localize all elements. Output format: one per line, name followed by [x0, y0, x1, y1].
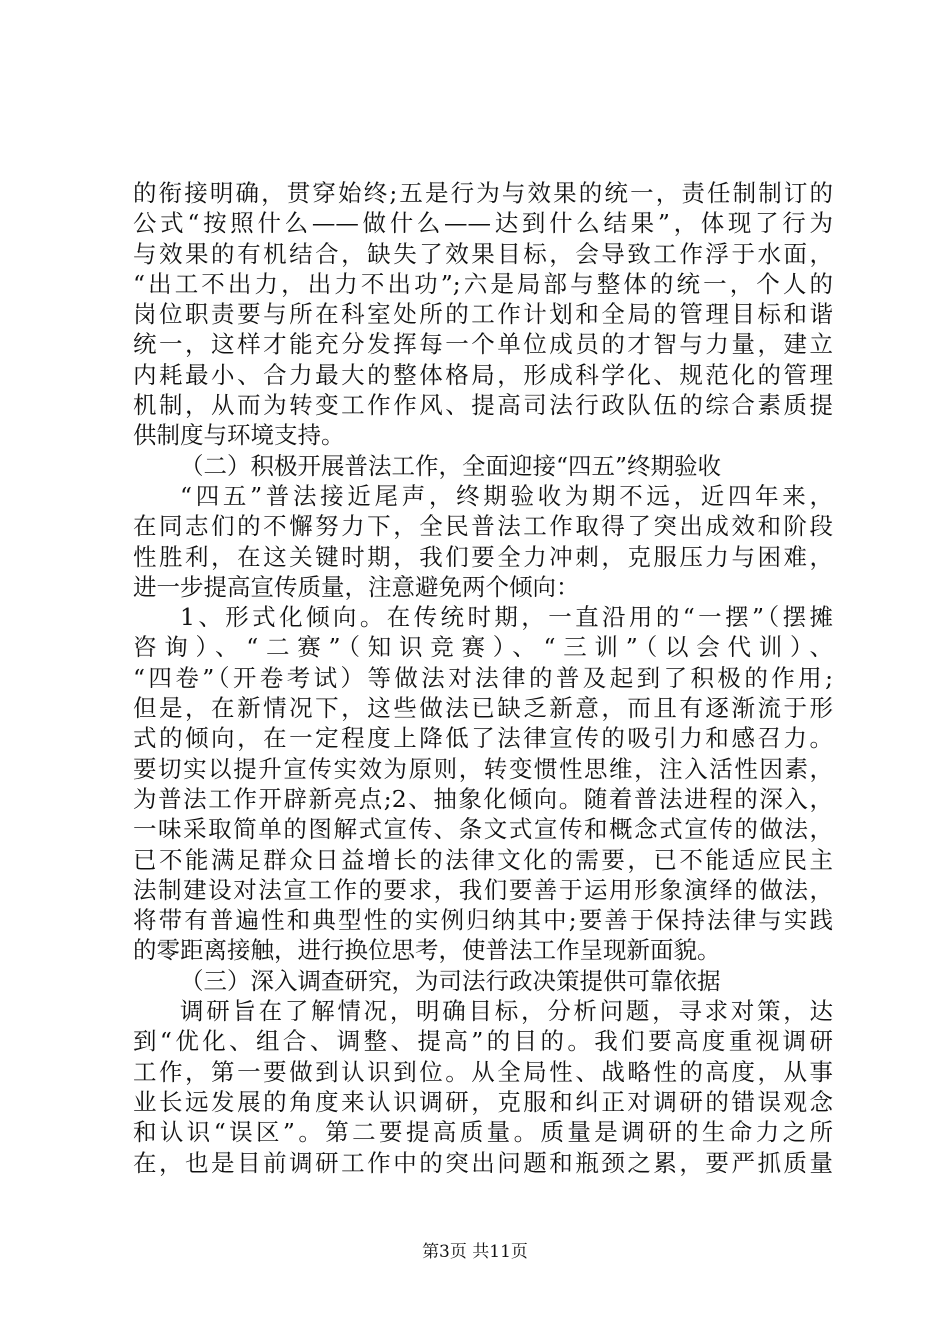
text-line: 工作，第一要做到认识到位。从全局性、战略性的高度，从事 [133, 1057, 833, 1086]
text-line: 已不能满足群众日益增长的法律文化的需要，已不能适应民主 [133, 845, 833, 874]
text-line: “四卷”（开卷考试）等做法对法律的普及起到了积极的作用; [133, 663, 833, 692]
text-line: 与效果的有机结合，缺失了效果目标，会导致工作浮于水面， [133, 239, 833, 268]
text-line: 性胜利，在这关键时期，我们要全力冲刺，克服压力与困难， [133, 542, 833, 571]
text-line: 咨询）、“二赛”（知识竞赛）、“三训”（以会代训）、 [133, 633, 833, 662]
text-line: 机制，从而为转变工作作风、提高司法行政队伍的综合素质提 [133, 391, 833, 420]
text-line: 的衔接明确，贯穿始终;五是行为与效果的统一，责任制制订的 [133, 179, 833, 207]
text-line: 但是，在新情况下，这些做法已缺乏新意，而且有逐渐流于形 [133, 694, 833, 723]
text-line: 在同志们的不懈努力下，全民普法工作取得了突出成效和阶段 [133, 512, 833, 541]
text-line: 的零距离接触，进行换位思考，使普法工作呈现新面貌。 [133, 936, 721, 965]
text-line: 内耗最小、合力最大的整体格局，形成科学化、规范化的管理 [133, 360, 833, 389]
text-line: “四五”普法接近尾声，终期验收为期不远，近四年来， [180, 481, 833, 510]
text-line: 进一步提高宣传质量，注意避免两个倾向： [133, 572, 580, 601]
text-line: 岗位职责要与所在科室处所的工作计划和全局的管理目标和谐 [133, 300, 833, 329]
section-heading: （二）积极开展普法工作，全面迎接“四五”终期验收 [180, 451, 722, 480]
text-line: 将带有普遍性和典型性的实例归纳其中;要善于保持法律与实践 [133, 906, 833, 935]
text-line: “出工不出力，出力不出功”;六是局部与整体的统一，个人的 [133, 269, 833, 298]
text-line: 1、形式化倾向。在传统时期，一直沿用的“一摆”（摆摊 [180, 603, 833, 632]
text-line: 到“优化、组合、调整、提高”的目的。我们要高度重视调研 [133, 1027, 833, 1056]
text-line: 为普法工作开辟新亮点;2、抽象化倾向。随着普法进程的深入， [133, 784, 833, 813]
text-line: 一味采取简单的图解式宣传、条文式宣传和概念式宣传的做法， [133, 815, 833, 844]
text-line: 要切实以提升宣传实效为原则，转变惯性思维，注入活性因素， [133, 754, 833, 783]
text-line: 和认识“误区”。第二要提高质量。质量是调研的生命力之所 [133, 1118, 833, 1147]
text-line: 在，也是目前调研工作中的突出问题和瓶颈之累，要严抓质量 [133, 1148, 833, 1177]
text-line: 统一，这样才能充分发挥每一个单位成员的才智与力量，建立 [133, 330, 833, 359]
text-line: 公式“按照什么——做什么——达到什么结果”，体现了行为 [133, 209, 833, 238]
page-footer [0, 1241, 950, 1263]
text-line: 式的倾向，在一定程度上降低了法律宣传的吸引力和感召力。 [133, 724, 833, 753]
text-line: 调研旨在了解情况，明确目标，分析问题，寻求对策，达 [180, 997, 833, 1026]
page-number: 第3页 共11页 [422, 1242, 528, 1262]
document-body [133, 178, 833, 1178]
text-line: 供制度与环境支持。 [133, 421, 345, 450]
section-heading: （三）深入调查研究，为司法行政决策提供可靠依据 [180, 966, 721, 995]
text-line: 业长远发展的角度来认识调研，克服和纠正对调研的错误观念 [133, 1087, 833, 1116]
text-line: 法制建设对法宣工作的要求，我们要善于运用形象演绎的做法， [133, 875, 833, 904]
